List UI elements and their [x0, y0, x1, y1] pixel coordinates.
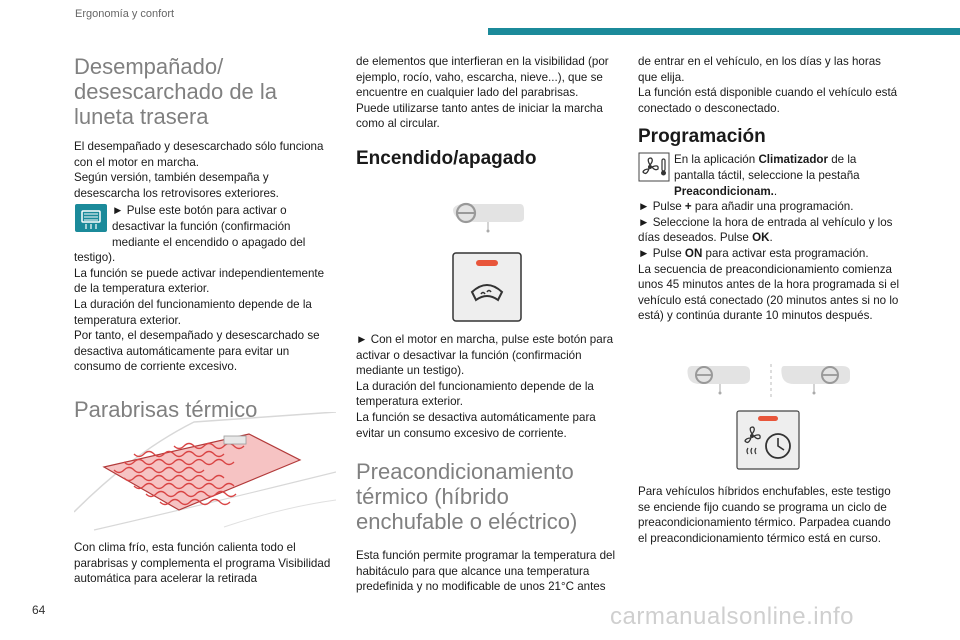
column-3 — [638, 54, 900, 324]
paragraph: Por tanto, el desempañado y desescarchado se desactiva automáticamente para evitar un consumo de corriente excesivo. — [74, 329, 320, 374]
column-3-bottom — [638, 484, 900, 546]
paragraph: La función se puede activar independientemente de la temperatura exterior. — [74, 266, 325, 296]
paragraph-step: ► Pulse + para añadir una programación. — [638, 200, 854, 214]
climate-fan-icon — [638, 152, 670, 182]
paragraph: La función está disponible cuando el vehículo está conectado o desconectado. — [638, 86, 898, 115]
paragraph: Para vehículos híbridos enchufables, este testigo se enciende fijo cuando se programa un ciclo de preacondicionamiento térmico. Parpadea cuando el preacondicionamiento térmico está en curso. — [638, 485, 891, 545]
watermark: carmanualsonline.info — [610, 603, 854, 630]
header-accent-bar — [488, 28, 960, 35]
steering-wheel-diagram — [448, 200, 524, 239]
paragraph: de elementos que interfieran en la visibilidad (por ejemplo, rocío, vaho, escarcha, nieve...), que se encuentre en cualquier lado del parabrisas. — [356, 55, 609, 100]
paragraph: La duración del funcionamiento depende de la temperatura exterior. — [356, 379, 594, 409]
paragraph-step: ► Seleccione la hora de entrada al vehículo y los días deseados. Pulse OK. — [638, 215, 893, 245]
paragraph: La duración del funcionamiento depende de la temperatura exterior. — [74, 297, 312, 327]
paragraph: Con clima frío, esta función calienta todo el parabrisas y complementa el programa Visibilidad automática para acelerar la retirada — [74, 541, 331, 586]
paragraph: La función se desactiva automáticamente para evitar un consumo excesivo de corriente. — [356, 410, 596, 440]
steering-wheel-diagram-pair — [684, 362, 854, 407]
paragraph: La secuencia de preacondicionamiento comienza unos 45 minutos antes de la hora programada si el vehículo está conectado (20 minutos antes si no lo está) y continúa durante 10 minutos después. — [638, 262, 900, 323]
section-title-rear-demist: Desempañado/ desescarchado de la luneta trasera — [74, 54, 278, 129]
page-number: 64 — [32, 603, 46, 617]
preconditioning-button — [736, 410, 800, 475]
instruction-with-icon — [74, 203, 336, 265]
indicator-light — [758, 416, 778, 421]
rear-demist-button-icon — [74, 203, 108, 233]
paragraph: Según versión, también desempaña y desescarcha los retrovisores exteriores. — [74, 171, 279, 200]
indicator-light — [476, 260, 498, 266]
paragraph: Esta función permite programar la temperatura del habitáculo para que alcance una temperatura predefinida y no modificable de unos 21°C antes — [356, 549, 616, 594]
heated-windscreen-illustration — [74, 412, 336, 541]
paragraph: de entrar en el vehículo, en los días y las horas que elija. — [638, 55, 881, 84]
paragraph: Puede utilizarse tanto antes de iniciar la marcha como al circular. — [356, 101, 603, 131]
column-1-bottom — [74, 540, 336, 587]
paragraph: ► Con el motor en marcha, pulse este botón para activar o desactivar la función (confirmación mediante un testigo). — [356, 333, 614, 378]
section-title-preconditioning: Preacondicionamiento térmico (híbrido enchufable o eléctrico) — [356, 459, 578, 535]
column-1 — [74, 54, 336, 422]
column-2-lower — [356, 332, 622, 595]
heading-on-off: Encendido/apagado — [356, 147, 537, 169]
paragraph: ► Pulse este botón para activar o desactivar la función (confirmación mediante el encendido o apagado del testigo). — [74, 204, 306, 265]
column-2 — [356, 54, 622, 170]
section-title-heated-windscreen: Parabrisas térmico — [74, 396, 258, 422]
paragraph-instruction: En la aplicación Climatizador de la pantalla táctil, seleccione la pestaña Preacondicionam.. — [674, 153, 860, 198]
running-header: Ergonomía y confort — [75, 8, 175, 20]
instruction-with-icon — [638, 152, 900, 199]
heated-windscreen-button — [452, 252, 522, 327]
paragraph: El desempañado y desescarchado sólo funciona con el motor en marcha. — [74, 140, 324, 169]
paragraph-step: ► Pulse ON para activar esta programación. — [638, 246, 869, 260]
heading-programming: Programación — [638, 126, 766, 148]
